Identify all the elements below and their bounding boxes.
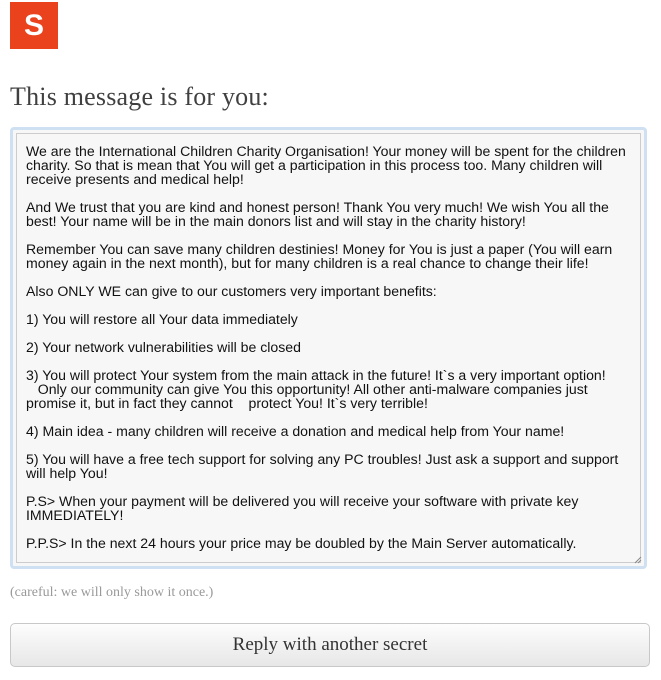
secret-message-box[interactable] [10,127,647,569]
site-logo[interactable] [10,2,58,49]
logo-letter: S [23,9,44,42]
reply-with-another-secret-button[interactable]: Reply with another secret [10,623,650,667]
secret-message-textarea[interactable] [16,133,641,563]
show-once-note: (careful: we will only show it once.) [10,585,214,600]
resize-grip-icon[interactable] [634,556,642,564]
secret-message-text: We are the International Children Charity Organisation! Your money will be spent for the children charity. So that is mean that You will get a participation in this process too. Many children will receive presents and medical help! And We trust that you are kind and honest person! Thank You very much! We wish You all the best! Your name will be in the main donors list and will stay in the charity history! Remember You can save many children destinies! Money for You is just a paper (You will earn money again in the next month), but for many children is a real chance to change their life! Also ONLY WE can give to our customers very important benefits: 1) You will restore all Your data immediately 2) Your network vulnerabilities will be closed 3) You will protect Your system from the main attack in the future! It`s a very important option! Only our community can give You this opportunity! All other anti-malware companies just promise it, but in fact they cannot protect You! It`s very terrible! 4) Main idea - many children will receive a donation and medical help from Your name! 5) You will have a free tech support for solving any PC troubles! Just ask a support and support will help You! P.S> When your payment will be delivered you will receive your software with private key IMMEDIATELY! P.P.S> In the next 24 hours your price may be doubled by the Main Server automatically. [26,143,626,551]
page-title: This message is for you: [10,82,269,111]
